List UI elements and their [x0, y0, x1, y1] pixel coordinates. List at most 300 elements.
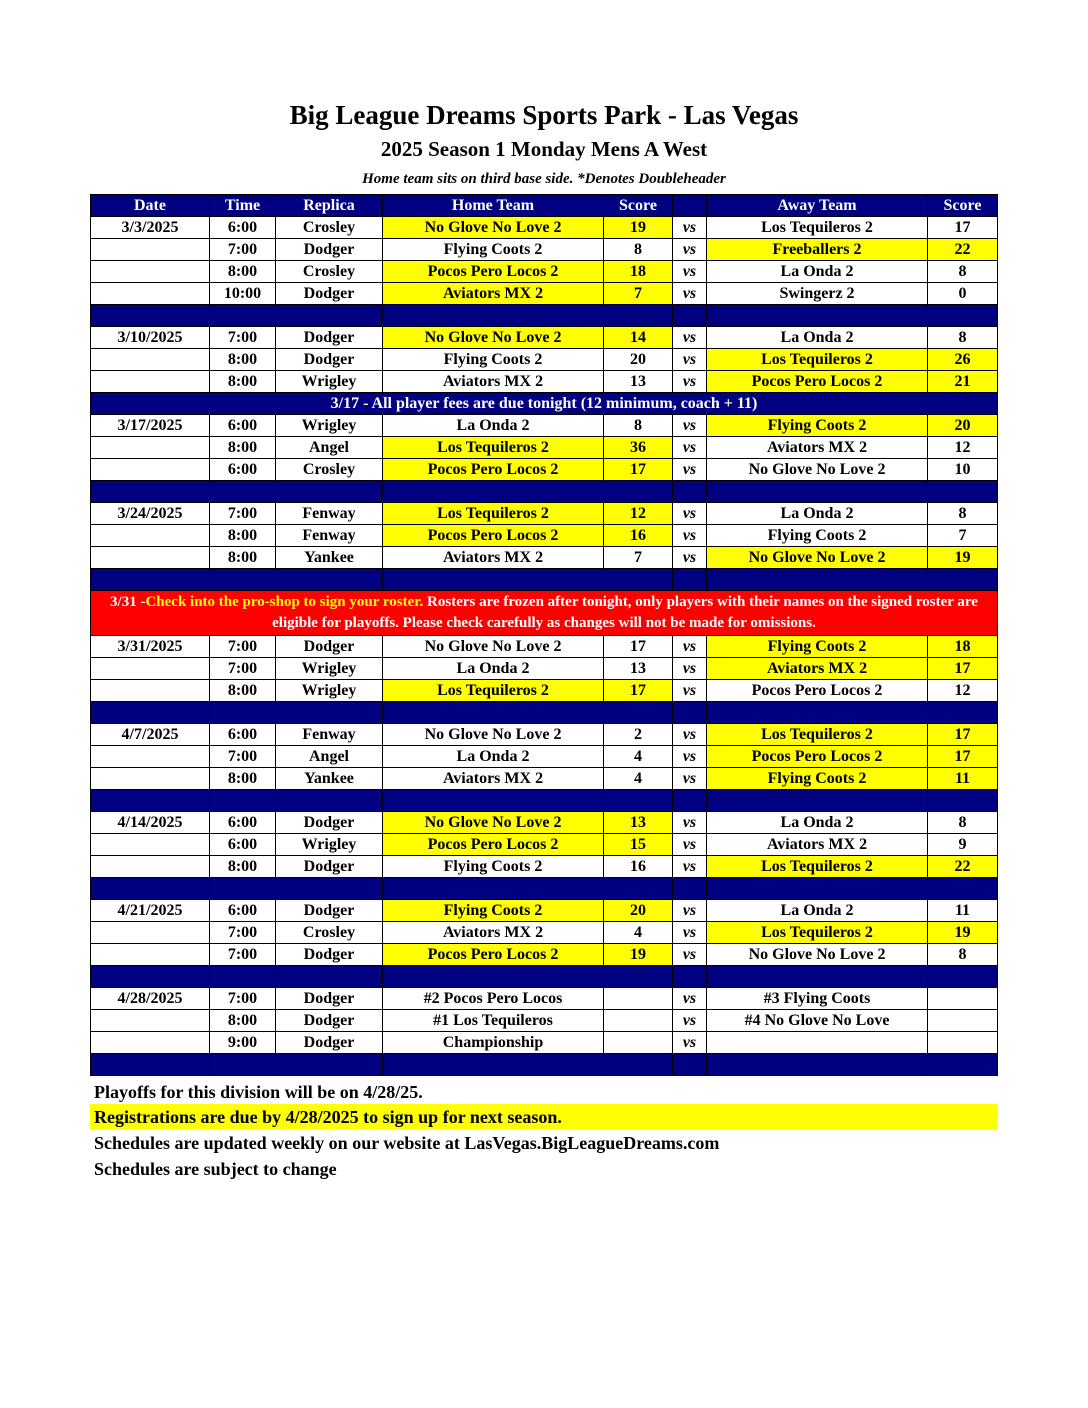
home-score	[604, 988, 673, 1010]
separator-cell	[210, 702, 276, 724]
schedule-note: Home team sits on third base side. *Denotes Doubleheader	[362, 171, 726, 187]
vs-label: vs	[673, 988, 707, 1010]
home-team: Pocos Pero Locos 2	[383, 261, 604, 283]
separator-cell	[91, 966, 210, 988]
game-date	[91, 371, 210, 393]
vs-label: vs	[673, 1010, 707, 1032]
home-team: No Glove No Love 2	[383, 327, 604, 349]
away-score: 11	[928, 768, 998, 790]
game-date: 4/21/2025	[91, 900, 210, 922]
page-subtitle: 2025 Season 1 Monday Mens A West	[380, 137, 708, 161]
vs-label: vs	[673, 547, 707, 569]
away-team: Freeballers 2	[707, 239, 928, 261]
away-score: 21	[928, 371, 998, 393]
away-score	[928, 1010, 998, 1032]
separator-cell	[91, 702, 210, 724]
separator-cell	[673, 305, 707, 327]
game-field: Crosley	[276, 459, 383, 481]
separator-cell	[707, 878, 928, 900]
col-header-home-score: Score	[604, 195, 673, 217]
separator-row	[91, 569, 998, 591]
registration-note: Registrations are due by 4/28/2025 to sign up for next season.	[90, 1104, 997, 1130]
alert-text	[91, 591, 998, 636]
game-row	[91, 371, 998, 393]
game-time: 9:00	[210, 1032, 276, 1054]
game-field: Fenway	[276, 724, 383, 746]
vs-label: vs	[673, 636, 707, 658]
vs-label: vs	[673, 459, 707, 481]
game-date: 4/7/2025	[91, 724, 210, 746]
home-team: Aviators MX 2	[383, 768, 604, 790]
game-field: Dodger	[276, 988, 383, 1010]
game-row	[91, 834, 998, 856]
separator-cell	[707, 1054, 928, 1076]
game-field: Dodger	[276, 636, 383, 658]
home-score: 20	[604, 900, 673, 922]
home-team: La Onda 2	[383, 746, 604, 768]
vs-label: vs	[673, 658, 707, 680]
away-team: Los Tequileros 2	[707, 349, 928, 371]
home-team: Aviators MX 2	[383, 547, 604, 569]
separator-row	[91, 966, 998, 988]
home-score: 20	[604, 349, 673, 371]
game-row	[91, 239, 998, 261]
separator-cell	[928, 305, 998, 327]
home-team: Aviators MX 2	[383, 371, 604, 393]
separator-cell	[707, 569, 928, 591]
game-field: Crosley	[276, 217, 383, 239]
away-score	[928, 1032, 998, 1054]
separator-cell	[673, 702, 707, 724]
separator-cell	[707, 966, 928, 988]
game-time: 6:00	[210, 459, 276, 481]
alert-highlight: Check into the pro-shop to sign your roster.	[145, 594, 424, 610]
home-score: 8	[604, 239, 673, 261]
game-time: 6:00	[210, 834, 276, 856]
vs-label: vs	[673, 525, 707, 547]
separator-cell	[91, 790, 210, 812]
home-team: Pocos Pero Locos 2	[383, 944, 604, 966]
home-score: 4	[604, 922, 673, 944]
separator-row	[91, 790, 998, 812]
game-row	[91, 437, 998, 459]
away-team: La Onda 2	[707, 812, 928, 834]
website-note: Schedules are updated weekly on our website at LasVegas.BigLeagueDreams.com	[94, 1133, 720, 1153]
game-field: Dodger	[276, 349, 383, 371]
game-time: 7:00	[210, 746, 276, 768]
game-time: 8:00	[210, 349, 276, 371]
away-team: La Onda 2	[707, 900, 928, 922]
game-row	[91, 680, 998, 702]
away-team: Flying Coots 2	[707, 525, 928, 547]
away-team: Flying Coots 2	[707, 636, 928, 658]
separator-cell	[276, 305, 383, 327]
away-score: 8	[928, 944, 998, 966]
away-team: La Onda 2	[707, 261, 928, 283]
game-date: 3/31/2025	[91, 636, 210, 658]
game-row	[91, 327, 998, 349]
separator-cell	[276, 1054, 383, 1076]
separator-cell	[91, 305, 210, 327]
home-team: La Onda 2	[383, 658, 604, 680]
game-row	[91, 768, 998, 790]
game-date: 3/3/2025	[91, 217, 210, 239]
separator-cell	[276, 790, 383, 812]
separator-cell	[928, 481, 998, 503]
separator-cell	[673, 569, 707, 591]
game-date: 4/14/2025	[91, 812, 210, 834]
game-date: 3/24/2025	[91, 503, 210, 525]
notice-text: 3/17 - All player fees are due tonight (12 minimum, coach + 11)	[91, 393, 998, 415]
game-field: Dodger	[276, 900, 383, 922]
game-row	[91, 724, 998, 746]
game-field: Wrigley	[276, 658, 383, 680]
away-team: Pocos Pero Locos 2	[707, 680, 928, 702]
separator-row	[91, 305, 998, 327]
vs-label: vs	[673, 503, 707, 525]
separator-cell	[673, 878, 707, 900]
vs-label: vs	[673, 415, 707, 437]
home-team: Championship	[383, 1032, 604, 1054]
vs-label: vs	[673, 724, 707, 746]
away-team: No Glove No Love 2	[707, 944, 928, 966]
game-row	[91, 922, 998, 944]
game-row	[91, 900, 998, 922]
game-time: 7:00	[210, 988, 276, 1010]
game-date: 3/17/2025	[91, 415, 210, 437]
separator-cell	[276, 878, 383, 900]
game-row	[91, 283, 998, 305]
game-time: 8:00	[210, 680, 276, 702]
home-score: 17	[604, 459, 673, 481]
separator-row	[91, 702, 998, 724]
game-time: 8:00	[210, 768, 276, 790]
game-date	[91, 768, 210, 790]
away-team	[707, 1032, 928, 1054]
home-score: 8	[604, 415, 673, 437]
game-time: 6:00	[210, 900, 276, 922]
game-time: 8:00	[210, 1010, 276, 1032]
separator-cell	[383, 702, 604, 724]
game-time: 8:00	[210, 261, 276, 283]
separator-cell	[91, 878, 210, 900]
away-score: 8	[928, 812, 998, 834]
change-note: Schedules are subject to change	[94, 1159, 337, 1179]
game-date	[91, 283, 210, 305]
col-header-away-score: Score	[928, 195, 998, 217]
away-team: Los Tequileros 2	[707, 217, 928, 239]
game-time: 6:00	[210, 217, 276, 239]
game-time: 7:00	[210, 922, 276, 944]
game-field: Crosley	[276, 261, 383, 283]
away-score: 20	[928, 415, 998, 437]
game-date	[91, 1032, 210, 1054]
away-score: 10	[928, 459, 998, 481]
separator-cell	[604, 305, 673, 327]
away-team: Aviators MX 2	[707, 437, 928, 459]
game-date	[91, 525, 210, 547]
game-field: Yankee	[276, 547, 383, 569]
schedule-body	[91, 217, 998, 1076]
game-row	[91, 658, 998, 680]
away-score: 17	[928, 724, 998, 746]
game-row	[91, 746, 998, 768]
home-team: #1 Los Tequileros	[383, 1010, 604, 1032]
vs-label: vs	[673, 680, 707, 702]
home-score: 16	[604, 856, 673, 878]
game-row	[91, 636, 998, 658]
game-row	[91, 261, 998, 283]
game-date	[91, 944, 210, 966]
game-date: 3/10/2025	[91, 327, 210, 349]
game-row	[91, 459, 998, 481]
page-title: Big League Dreams Sports Park - Las Vegas	[289, 100, 799, 130]
col-header-replica: Replica	[276, 195, 383, 217]
game-field: Wrigley	[276, 834, 383, 856]
separator-cell	[707, 790, 928, 812]
away-score: 9	[928, 834, 998, 856]
game-time: 8:00	[210, 437, 276, 459]
separator-cell	[604, 569, 673, 591]
game-row	[91, 1010, 998, 1032]
game-time: 7:00	[210, 327, 276, 349]
away-team: No Glove No Love 2	[707, 459, 928, 481]
home-score: 18	[604, 261, 673, 283]
home-score: 12	[604, 503, 673, 525]
away-score	[928, 988, 998, 1010]
game-field: Angel	[276, 437, 383, 459]
game-time: 7:00	[210, 658, 276, 680]
vs-label: vs	[673, 217, 707, 239]
home-team: #2 Pocos Pero Locos	[383, 988, 604, 1010]
separator-cell	[383, 1054, 604, 1076]
home-team: No Glove No Love 2	[383, 636, 604, 658]
home-score: 7	[604, 283, 673, 305]
separator-row	[91, 878, 998, 900]
vs-label: vs	[673, 1032, 707, 1054]
separator-cell	[383, 878, 604, 900]
separator-cell	[276, 481, 383, 503]
separator-cell	[210, 305, 276, 327]
home-score	[604, 1032, 673, 1054]
away-score: 22	[928, 239, 998, 261]
game-field: Dodger	[276, 327, 383, 349]
separator-cell	[928, 1054, 998, 1076]
vs-label: vs	[673, 922, 707, 944]
away-team: #3 Flying Coots	[707, 988, 928, 1010]
away-team: Los Tequileros 2	[707, 724, 928, 746]
separator-cell	[673, 966, 707, 988]
home-team: La Onda 2	[383, 415, 604, 437]
game-time: 7:00	[210, 636, 276, 658]
game-time: 7:00	[210, 503, 276, 525]
separator-cell	[604, 702, 673, 724]
game-row	[91, 547, 998, 569]
separator-cell	[383, 305, 604, 327]
away-score: 12	[928, 437, 998, 459]
col-header-away-team: Away Team	[707, 195, 928, 217]
game-time: 6:00	[210, 812, 276, 834]
home-team: No Glove No Love 2	[383, 724, 604, 746]
game-date	[91, 834, 210, 856]
home-team: Los Tequileros 2	[383, 437, 604, 459]
game-date	[91, 922, 210, 944]
game-time: 8:00	[210, 856, 276, 878]
game-time: 8:00	[210, 371, 276, 393]
game-row	[91, 503, 998, 525]
game-date	[91, 547, 210, 569]
schedule-table	[90, 194, 998, 1076]
home-score: 4	[604, 746, 673, 768]
away-score: 18	[928, 636, 998, 658]
separator-cell	[276, 702, 383, 724]
game-field: Crosley	[276, 922, 383, 944]
separator-cell	[673, 790, 707, 812]
vs-label: vs	[673, 746, 707, 768]
game-field: Dodger	[276, 944, 383, 966]
separator-cell	[604, 966, 673, 988]
vs-label: vs	[673, 239, 707, 261]
home-score: 17	[604, 636, 673, 658]
away-team: No Glove No Love 2	[707, 547, 928, 569]
separator-cell	[91, 481, 210, 503]
home-team: Los Tequileros 2	[383, 503, 604, 525]
vs-label: vs	[673, 283, 707, 305]
game-date	[91, 261, 210, 283]
game-date	[91, 437, 210, 459]
game-field: Fenway	[276, 503, 383, 525]
home-team: Pocos Pero Locos 2	[383, 834, 604, 856]
col-header-date: Date	[91, 195, 210, 217]
separator-cell	[707, 702, 928, 724]
game-field: Wrigley	[276, 680, 383, 702]
separator-cell	[928, 790, 998, 812]
game-row	[91, 349, 998, 371]
away-score: 7	[928, 525, 998, 547]
away-score: 17	[928, 746, 998, 768]
separator-cell	[383, 569, 604, 591]
game-time: 6:00	[210, 724, 276, 746]
away-score: 0	[928, 283, 998, 305]
home-team: Flying Coots 2	[383, 349, 604, 371]
away-score: 17	[928, 658, 998, 680]
game-field: Yankee	[276, 768, 383, 790]
home-team: Pocos Pero Locos 2	[383, 525, 604, 547]
away-score: 11	[928, 900, 998, 922]
game-field: Dodger	[276, 239, 383, 261]
home-score	[604, 1010, 673, 1032]
separator-cell	[276, 966, 383, 988]
game-time: 8:00	[210, 525, 276, 547]
away-score: 12	[928, 680, 998, 702]
home-team: No Glove No Love 2	[383, 812, 604, 834]
game-time: 7:00	[210, 239, 276, 261]
game-date	[91, 856, 210, 878]
home-score: 36	[604, 437, 673, 459]
game-date	[91, 239, 210, 261]
game-row	[91, 1032, 998, 1054]
away-team: Flying Coots 2	[707, 768, 928, 790]
playoffs-note: Playoffs for this division will be on 4/28/25.	[94, 1082, 423, 1102]
col-header-time: Time	[210, 195, 276, 217]
separator-cell	[91, 569, 210, 591]
home-team: Aviators MX 2	[383, 922, 604, 944]
vs-label: vs	[673, 327, 707, 349]
away-score: 19	[928, 922, 998, 944]
game-field: Fenway	[276, 525, 383, 547]
game-date	[91, 658, 210, 680]
game-date: 4/28/2025	[91, 988, 210, 1010]
game-field: Dodger	[276, 1010, 383, 1032]
home-score: 17	[604, 680, 673, 702]
vs-label: vs	[673, 371, 707, 393]
separator-cell	[604, 790, 673, 812]
game-row	[91, 217, 998, 239]
vs-label: vs	[673, 900, 707, 922]
separator-cell	[210, 966, 276, 988]
home-score: 2	[604, 724, 673, 746]
game-date	[91, 349, 210, 371]
game-field: Wrigley	[276, 371, 383, 393]
game-field: Dodger	[276, 812, 383, 834]
separator-cell	[210, 481, 276, 503]
separator-cell	[383, 481, 604, 503]
away-score: 8	[928, 261, 998, 283]
home-team: Aviators MX 2	[383, 283, 604, 305]
game-time: 8:00	[210, 547, 276, 569]
separator-cell	[673, 481, 707, 503]
col-header-vs	[673, 195, 707, 217]
vs-label: vs	[673, 944, 707, 966]
away-team: Aviators MX 2	[707, 658, 928, 680]
separator-cell	[383, 790, 604, 812]
separator-cell	[210, 1054, 276, 1076]
separator-cell	[210, 569, 276, 591]
away-team: Flying Coots 2	[707, 415, 928, 437]
alert-rest: Rosters are frozen after tonight, only players with their names on the signed roster are eligible for playoffs. Please check carefully as changes will not be made for omissions.	[272, 594, 978, 631]
game-date	[91, 459, 210, 481]
separator-cell	[928, 966, 998, 988]
vs-label: vs	[673, 856, 707, 878]
header-row	[91, 195, 998, 217]
vs-label: vs	[673, 768, 707, 790]
game-date	[91, 680, 210, 702]
game-row	[91, 988, 998, 1010]
separator-cell	[383, 966, 604, 988]
home-score: 15	[604, 834, 673, 856]
away-team: Aviators MX 2	[707, 834, 928, 856]
home-team: Flying Coots 2	[383, 900, 604, 922]
game-time: 10:00	[210, 283, 276, 305]
away-team: Pocos Pero Locos 2	[707, 371, 928, 393]
game-row	[91, 812, 998, 834]
separator-cell	[673, 1054, 707, 1076]
home-score: 13	[604, 658, 673, 680]
separator-cell	[707, 481, 928, 503]
away-score: 19	[928, 547, 998, 569]
away-team: Los Tequileros 2	[707, 856, 928, 878]
game-date	[91, 746, 210, 768]
separator-cell	[707, 305, 928, 327]
home-team: Los Tequileros 2	[383, 680, 604, 702]
away-score: 17	[928, 217, 998, 239]
vs-label: vs	[673, 261, 707, 283]
separator-cell	[928, 569, 998, 591]
game-time: 6:00	[210, 415, 276, 437]
game-row	[91, 856, 998, 878]
home-score: 7	[604, 547, 673, 569]
home-team: Flying Coots 2	[383, 856, 604, 878]
